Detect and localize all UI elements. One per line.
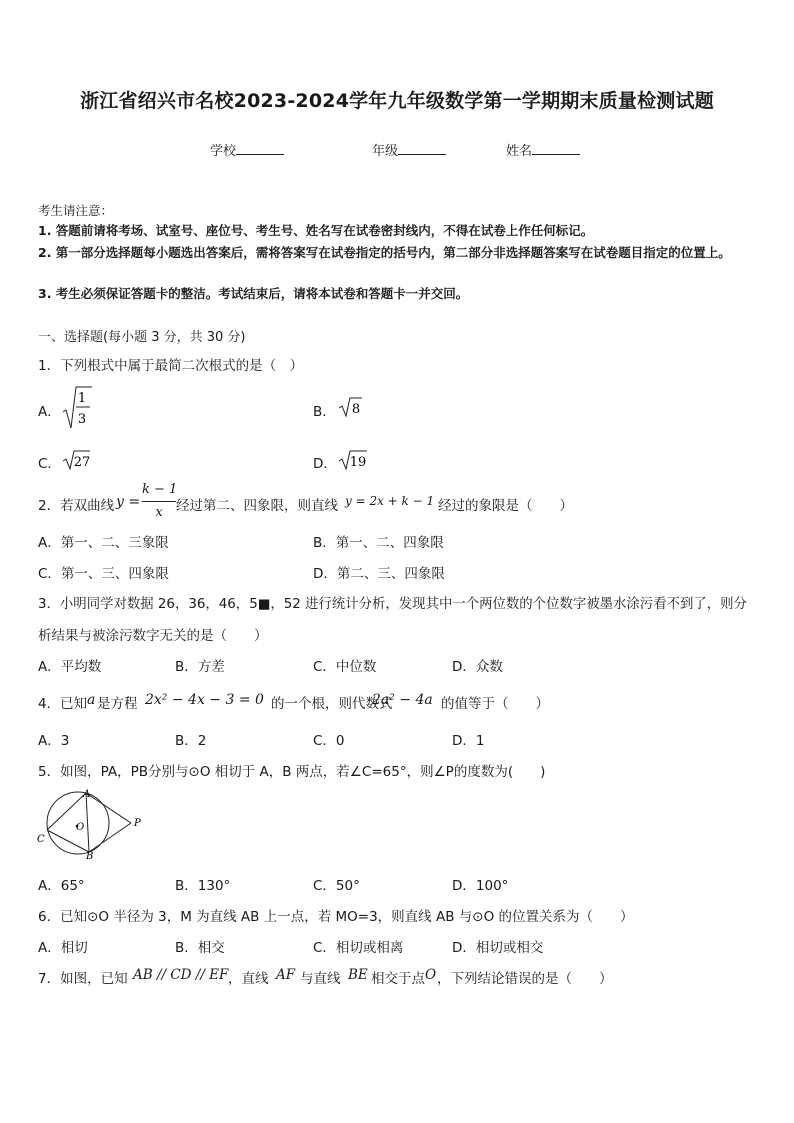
q5-label-a: A — [83, 789, 91, 800]
q1-c-radical — [62, 449, 92, 471]
note-3: 3. 考生必须保证答题卡的整洁。考试结束后，请将本试卷和答题卡一并交回。 — [38, 286, 469, 301]
q4-post: 的值等于（ ） — [441, 696, 549, 712]
q2-post: 经过的象限是（ ） — [438, 498, 573, 514]
q4-var: a — [87, 692, 96, 708]
grade-blank[interactable] — [398, 142, 446, 155]
q2-option-d[interactable]: D．第二、三、四象限 — [313, 566, 445, 582]
q7-mid3: 相交于点 — [371, 971, 425, 987]
note-1: 1. 答题前请将考场、试室号、座位号、考生号、姓名写在试卷密封线内，不得在试卷上作任何标记。 — [38, 223, 594, 238]
q7-line-be: BE — [348, 967, 368, 983]
name-blank[interactable] — [532, 142, 580, 155]
q2-denominator: x — [155, 505, 163, 520]
q6-stem: 6．已知⊙O 半径为 3，M 为直线 AB 上一点，若 MO=3，则直线 AB 与⊙O 的位置关系为（ ） — [38, 909, 634, 925]
q1-c-label: C． — [38, 456, 61, 472]
q1-a-denominator: 3 — [77, 412, 87, 427]
q1-c-radicand: 27 — [73, 455, 91, 470]
section-heading: 一、选择题(每小题 3 分，共 30 分) — [38, 330, 246, 345]
q2-fraction-bar — [142, 501, 176, 502]
school-label: 学校 — [210, 144, 237, 159]
q3-line-2: 析结果与被涂污数字无关的是（ ） — [38, 628, 268, 644]
q1-a-radical — [62, 384, 94, 432]
q2-numerator: k − 1 — [142, 482, 178, 497]
q4-mid1: 是方程 — [97, 696, 138, 712]
q7-pre: 7．如图，已知 — [38, 971, 128, 987]
school-field[interactable] — [210, 140, 284, 159]
q1-stem: 1．下列根式中属于最简二次根式的是（ ） — [38, 358, 304, 374]
q7-point-o: O — [425, 967, 437, 983]
q5-stem: 5．如图，PA，PB分别与⊙O 相切于 A，B 两点，若∠C=65°，则∠P的度数为( ) — [38, 764, 546, 780]
q2-option-c[interactable]: C．第一、三、四象限 — [38, 566, 169, 582]
q4-option-d[interactable]: D．1 — [452, 733, 485, 749]
q2-option-a[interactable]: A．第一、二、三象限 — [38, 535, 169, 551]
q2-line-eq: y = 2x + k − 1 — [345, 494, 435, 508]
q4-pre: 4．已知 — [38, 696, 88, 712]
q1-d-radical — [338, 449, 370, 471]
name-field[interactable] — [506, 140, 580, 159]
q5-option-d[interactable]: D．100° — [452, 878, 509, 894]
q6-option-b[interactable]: B．相交 — [175, 940, 225, 956]
q5-label-c: C — [37, 834, 45, 845]
q2-pre: 2．若双曲线 — [38, 498, 115, 514]
q3-option-d[interactable]: D．众数 — [452, 659, 503, 675]
q7-mid2: 与直线 — [300, 971, 341, 987]
q2-option-b[interactable]: B．第一、二、四象限 — [313, 535, 444, 551]
q1-a-label: A． — [38, 404, 61, 420]
q4-expression: 2a² − 4a — [372, 692, 433, 708]
q3-line-1: 3．小明同学对数据 26，36，46，5■，52 进行统计分析，发现其中一个两位数的个位数字被墨水涂污看不到了，则分 — [38, 597, 747, 612]
name-label: 姓名 — [506, 144, 533, 159]
q3-option-a[interactable]: A．平均数 — [38, 659, 102, 675]
q5-option-b[interactable]: B．130° — [175, 878, 231, 894]
q1-option-c[interactable] — [38, 452, 61, 472]
q4-option-a[interactable]: A．3 — [38, 733, 70, 749]
q5-figure — [34, 786, 150, 862]
notes-heading: 考生请注意： — [38, 203, 114, 218]
q4-option-c[interactable]: C．0 — [313, 733, 345, 749]
q7-mid1: ，直线 — [228, 971, 269, 987]
q1-d-radicand: 19 — [349, 455, 367, 470]
q7-condition: AB // CD // EF — [133, 967, 229, 983]
q1-option-b[interactable] — [313, 400, 336, 420]
grade-field[interactable] — [372, 140, 446, 159]
q4-equation: 2x² − 4x − 3 = 0 — [145, 692, 264, 708]
q5-option-c[interactable]: C．50° — [313, 878, 360, 894]
q6-option-d[interactable]: D．相切或相交 — [452, 940, 544, 956]
q1-b-radicand: 8 — [351, 402, 361, 417]
page-title: 浙江省绍兴市名校2023-2024学年九年级数学第一学期期末质量检测试题 — [80, 90, 714, 112]
q7-line-af: AF — [276, 967, 296, 983]
q5-chord-ab — [86, 793, 89, 852]
q3-option-b[interactable]: B．方差 — [175, 659, 225, 675]
q5-option-a[interactable]: A．65° — [38, 878, 85, 894]
q2-y-eq: y = — [116, 494, 141, 510]
q7-post: ，下列结论错误的是（ ） — [437, 971, 613, 987]
q5-tangent-pb — [89, 823, 131, 852]
note-2: 2. 第一部分选择题每小题选出答案后，需将答案写在试卷指定的括号内，第二部分非选择题答案写在试卷题目指定的位置上。 — [38, 245, 731, 260]
q5-label-b: B — [86, 851, 94, 862]
school-blank[interactable] — [236, 142, 284, 155]
q5-label-p: P — [134, 818, 141, 829]
q1-d-label: D． — [313, 456, 337, 472]
q4-option-b[interactable]: B．2 — [175, 733, 207, 749]
q3-option-c[interactable]: C．中位数 — [313, 659, 377, 675]
q2-mid: 经过第二、四象限，则直线 — [176, 498, 338, 514]
q5-label-o: O — [76, 822, 85, 833]
q4-mid2: 的一个根，则代数式 — [271, 696, 393, 712]
q6-option-c[interactable]: C．相切或相离 — [313, 940, 404, 956]
q1-a-numerator: 1 — [77, 391, 87, 406]
grade-label: 年级 — [372, 144, 399, 159]
q1-option-d[interactable] — [313, 452, 337, 472]
q6-option-a[interactable]: A．相切 — [38, 940, 88, 956]
q1-option-a[interactable] — [38, 400, 61, 420]
q1-b-label: B． — [313, 404, 336, 420]
q1-b-radical — [338, 396, 364, 418]
